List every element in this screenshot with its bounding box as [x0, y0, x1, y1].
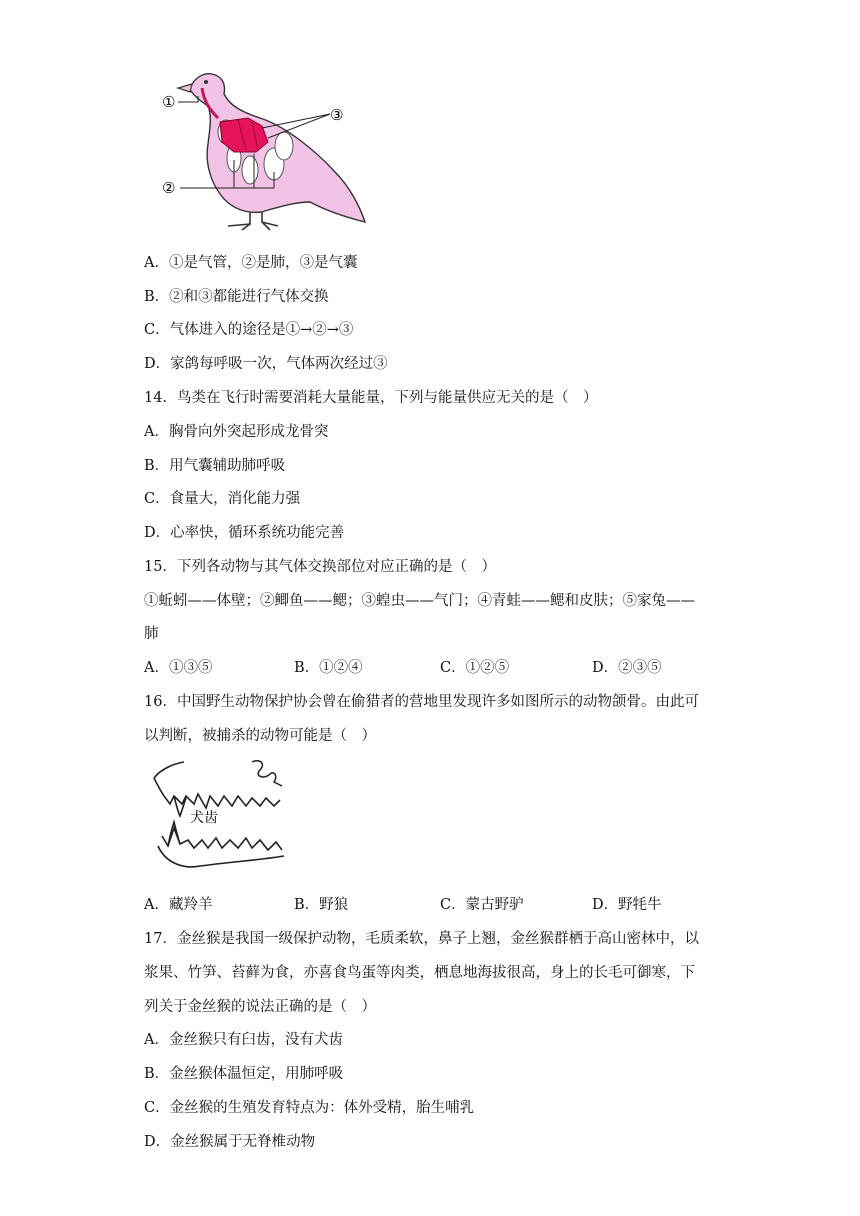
- q13-option-c[interactable]: C．气体进入的途径是①→②→③: [144, 322, 354, 338]
- q16-stem-line1: 16．中国野生动物保护协会曾在偷猎者的营地里发现许多如图所示的动物颌骨。由此可: [144, 694, 699, 710]
- q16-option-b[interactable]: B．野狼: [294, 897, 349, 913]
- figure-label-3: ③: [330, 106, 344, 124]
- q16-options: [144, 895, 704, 915]
- figure-label-2: ②: [162, 179, 176, 197]
- q15-option-d[interactable]: D．②③⑤: [592, 660, 662, 676]
- q17-stem-line1: 17．金丝猴是我国一级保护动物，毛质柔软，鼻子上翘，金丝猴群栖于高山密林中，以: [144, 931, 699, 947]
- q17-option-a[interactable]: A．金丝猴只有臼齿，没有犬齿: [144, 1032, 343, 1048]
- q15-option-a[interactable]: A．①③⑤: [144, 660, 213, 676]
- q15-stem: 15．下列各动物与其气体交换部位对应正确的是（ ）: [144, 559, 496, 575]
- q16-stem-line2: 以判断，被捕杀的动物可能是（ ）: [144, 728, 376, 744]
- pointer-1: [178, 96, 198, 102]
- q14-option-d[interactable]: D．心率快，循环系统功能完善: [144, 525, 345, 541]
- q15-option-b[interactable]: B．①②④: [294, 660, 363, 676]
- q15-statements: ①蚯蚓——体壁；②鲫鱼——鳃；③蝗虫——气门；④青蛙——鳃和皮肤；⑤家兔——: [144, 593, 695, 609]
- q13-option-a[interactable]: A．①是气管，②是肺，③是气囊: [144, 255, 358, 271]
- q14-option-c[interactable]: C．食量大，消化能力强: [144, 491, 301, 507]
- pigeon-eye: [204, 80, 208, 84]
- q14-option-a[interactable]: A．胸骨向外突起形成龙骨突: [144, 424, 329, 440]
- q16-option-c[interactable]: C．蒙古野驴: [440, 897, 524, 913]
- figure-label-1: ①: [162, 93, 176, 111]
- air-sac: [275, 132, 293, 160]
- q13-option-b[interactable]: B．②和③都能进行气体交换: [144, 289, 329, 305]
- q15-option-c[interactable]: C．①②⑤: [440, 660, 510, 676]
- q17-stem-line2: 浆果、竹笋、苔藓为食，亦喜食鸟蛋等肉类，栖息地海拔很高，身上的长毛可御寒，下: [144, 965, 695, 981]
- q16-option-a[interactable]: A．藏羚羊: [144, 897, 213, 913]
- jaw-figure: [150, 756, 290, 876]
- q17-option-b[interactable]: B．金丝猴体温恒定，用肺呼吸: [144, 1066, 344, 1082]
- q17-option-d[interactable]: D．金丝猴属于无脊椎动物: [144, 1134, 316, 1150]
- q17-stem-line3: 列关于金丝猴的说法正确的是（ ）: [144, 999, 376, 1015]
- q17-option-c[interactable]: C．金丝猴的生殖发育特点为：体外受精，胎生哺乳: [144, 1100, 475, 1116]
- q15-options: [144, 658, 704, 678]
- skull-squiggle: [252, 761, 282, 786]
- q13-option-d[interactable]: D．家鸽每呼吸一次，气体两次经过③: [144, 356, 388, 372]
- pigeon-beak: [178, 84, 192, 92]
- q16-option-d[interactable]: D．野牦牛: [592, 897, 662, 913]
- q15-statements-cont: 肺: [144, 626, 159, 642]
- pigeon-legs: [228, 212, 278, 230]
- q14-option-b[interactable]: B．用气囊辅助肺呼吸: [144, 458, 286, 474]
- q14-stem: 14．鸟类在飞行时需要消耗大量能量，下列与能量供应无关的是（ ）: [144, 390, 598, 406]
- air-sac: [242, 156, 258, 184]
- canine-label: 犬齿: [190, 810, 218, 826]
- pigeon-respiratory-figure: [150, 62, 380, 232]
